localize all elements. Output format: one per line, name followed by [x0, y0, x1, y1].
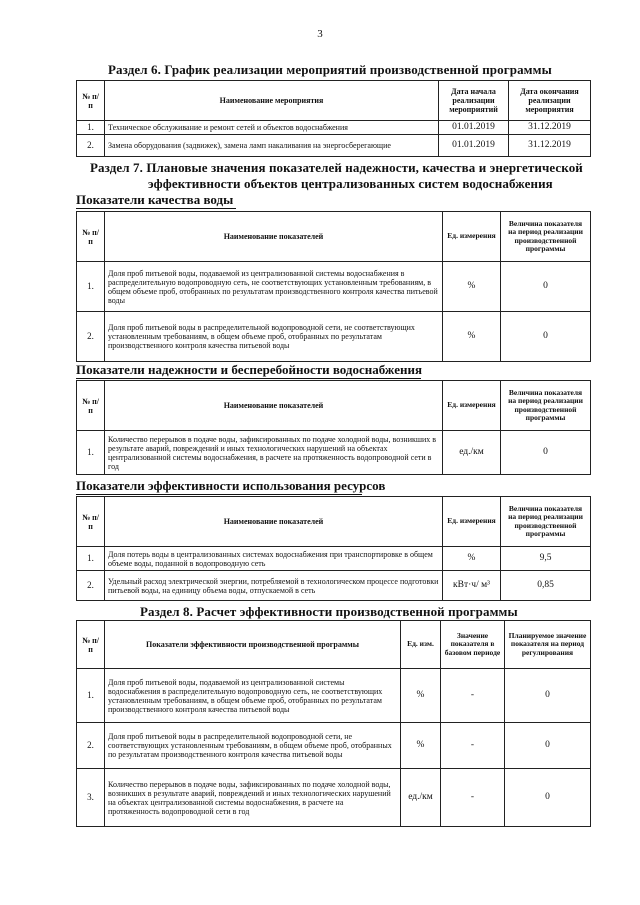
- section7-title-line2: эффективности объектов централизованных систем водоснабжения: [148, 176, 553, 191]
- row-number: 1.: [77, 669, 105, 723]
- row-number: 2.: [77, 312, 105, 362]
- section8-table: [76, 620, 591, 827]
- table-row: [77, 121, 591, 135]
- section8-title: Раздел 8. Расчет эффективности производственной программы: [140, 604, 518, 619]
- page-number: 3: [317, 28, 323, 40]
- indicator-name: Количество перерывов в подаче воды, зафиксированных по подаче холодной воды, возникших в результате аварий, повреждений и иных технологических нарушений на объектах централизованной системы водоснабжения, в расчете на протяженность водопроводной сети в год: [105, 769, 401, 827]
- row-number: 3.: [77, 769, 105, 827]
- table-header-row: [77, 621, 591, 669]
- table-row: [77, 669, 591, 723]
- row-number: 2.: [77, 135, 105, 157]
- table-header-row: [77, 497, 591, 547]
- activity-name: Техническое обслуживание и ремонт сетей и объектов водоснабжения: [105, 121, 439, 135]
- row-number: 2.: [77, 723, 105, 769]
- indicator-name: Доля проб питьевой воды в распределительной водопроводной сети, не соответствующих установленным требованиям, в общем объеме проб, отобранных по результатам производственного контроля качества питьевой воды: [105, 723, 401, 769]
- indicator-unit: ед./км: [401, 769, 441, 827]
- table-row: [77, 547, 591, 571]
- col-number: № п/п: [77, 81, 105, 121]
- base-value: -: [441, 769, 505, 827]
- table-row: [77, 262, 591, 312]
- col-end-date: Дата окончания реализации мероприятия: [509, 81, 591, 121]
- planned-value: 0: [505, 669, 591, 723]
- indicator-name: Доля проб питьевой воды, подаваемой из централизованной системы водоснабжения в распределительную водопроводную сеть, не соответствующих установленным требованиям, в общем объеме проб, отобранных по результатам производственного контроля качества питьевой воды: [105, 669, 401, 723]
- col-indicator: Наименование показателей: [105, 497, 443, 547]
- col-planned-value: Планируемое значение показателя на период регулирования: [505, 621, 591, 669]
- base-value: -: [441, 723, 505, 769]
- indicator-unit: %: [401, 723, 441, 769]
- row-number: 1.: [77, 121, 105, 135]
- end-date: 31.12.2019: [509, 121, 591, 135]
- col-indicator: Наименование показателей: [105, 212, 443, 262]
- indicator-name: Доля проб питьевой воды в распределительной водопроводной сети, не соответствующих установленным требованиям, в общем объеме проб, отобранных по результатам производственного контроля качества питьевой воды: [105, 312, 443, 362]
- table-header-row: [77, 212, 591, 262]
- indicator-value: 0: [501, 431, 591, 475]
- end-date: 31.12.2019: [509, 135, 591, 157]
- start-date: 01.01.2019: [439, 135, 509, 157]
- efficiency-subheading: Показатели эффективности использования ресурсов: [76, 478, 386, 493]
- indicator-value: 9,5: [501, 547, 591, 571]
- start-date: 01.01.2019: [439, 121, 509, 135]
- efficiency-table: [76, 496, 591, 601]
- table-row: [77, 431, 591, 475]
- row-number: 1.: [77, 431, 105, 475]
- col-base-value: Значение показателя в базовом периоде: [441, 621, 505, 669]
- quality-table: [76, 211, 591, 362]
- row-number: 1.: [77, 547, 105, 571]
- col-number: № п/п: [77, 621, 105, 669]
- col-unit: Ед. измерения: [443, 497, 501, 547]
- section6-table: [76, 80, 591, 157]
- base-value: -: [441, 669, 505, 723]
- indicator-value: 0: [501, 312, 591, 362]
- planned-value: 0: [505, 723, 591, 769]
- table-row: [77, 135, 591, 157]
- col-unit: Ед. измерения: [443, 212, 501, 262]
- col-unit: Ед. измерения: [443, 381, 501, 431]
- section6-title: Раздел 6. График реализации мероприятий производственной программы: [108, 62, 552, 77]
- indicator-unit: кВт·ч/ м³: [443, 571, 501, 601]
- col-number: № п/п: [77, 497, 105, 547]
- indicator-value: 0,85: [501, 571, 591, 601]
- reliability-subheading: Показатели надежности и бесперебойности водоснабжения: [76, 362, 422, 377]
- table-header-row: [77, 381, 591, 431]
- indicator-value: 0: [501, 262, 591, 312]
- indicator-name: Доля проб питьевой воды, подаваемой из централизованной системы водоснабжения в распределительную водопроводную сеть, не соответствующих установленным требованиям, в общем объеме проб, отобранных по результатам производственного контроля качества питьевой воды: [105, 262, 443, 312]
- indicator-unit: %: [401, 669, 441, 723]
- table-row: [77, 312, 591, 362]
- indicator-name: Удельный расход электрической энергии, потребляемой в технологическом процессе подготовки питьевой воды, на единицу объема воды, отпускаемой в сеть: [105, 571, 443, 601]
- col-number: № п/п: [77, 212, 105, 262]
- col-value: Величина показателя на период реализации производственной программы: [501, 497, 591, 547]
- planned-value: 0: [505, 769, 591, 827]
- col-activity: Наименование мероприятия: [105, 81, 439, 121]
- indicator-name: Доля потерь воды в централизованных системах водоснабжения при транспортировке в общем объеме воды, поданной в водопроводную сеть: [105, 547, 443, 571]
- col-indicator: Наименование показателей: [105, 381, 443, 431]
- col-unit: Ед. изм.: [401, 621, 441, 669]
- indicator-name: Количество перерывов в подаче воды, зафиксированных по подаче холодной воды, возникших в результате аварий, повреждений и иных технологических нарушений на объектах централизованной системы водоснабжения, в расчете на протяженность водопроводной сети в год: [105, 431, 443, 475]
- table-row: [77, 723, 591, 769]
- col-indicator: Показатели эффективности производственной программы: [105, 621, 401, 669]
- quality-subheading: Показатели качества воды: [76, 192, 236, 209]
- row-number: 2.: [77, 571, 105, 601]
- table-header-row: [77, 81, 591, 121]
- col-number: № п/п: [77, 381, 105, 431]
- section7-title-line1: Раздел 7. Плановые значения показателей надежности, качества и энергетической: [90, 160, 583, 175]
- col-start-date: Дата начала реализации мероприятий: [439, 81, 509, 121]
- indicator-unit: ед./км: [443, 431, 501, 475]
- reliability-table: [76, 380, 591, 475]
- indicator-unit: %: [443, 312, 501, 362]
- col-value: Величина показателя на период реализации производственной программы: [501, 212, 591, 262]
- indicator-unit: %: [443, 547, 501, 571]
- table-row: [77, 769, 591, 827]
- activity-name: Замена оборудования (задвижек), замена ламп накаливания на энергосберегающие: [105, 135, 439, 157]
- table-row: [77, 571, 591, 601]
- col-value: Величина показателя на период реализации производственной программы: [501, 381, 591, 431]
- row-number: 1.: [77, 262, 105, 312]
- indicator-unit: %: [443, 262, 501, 312]
